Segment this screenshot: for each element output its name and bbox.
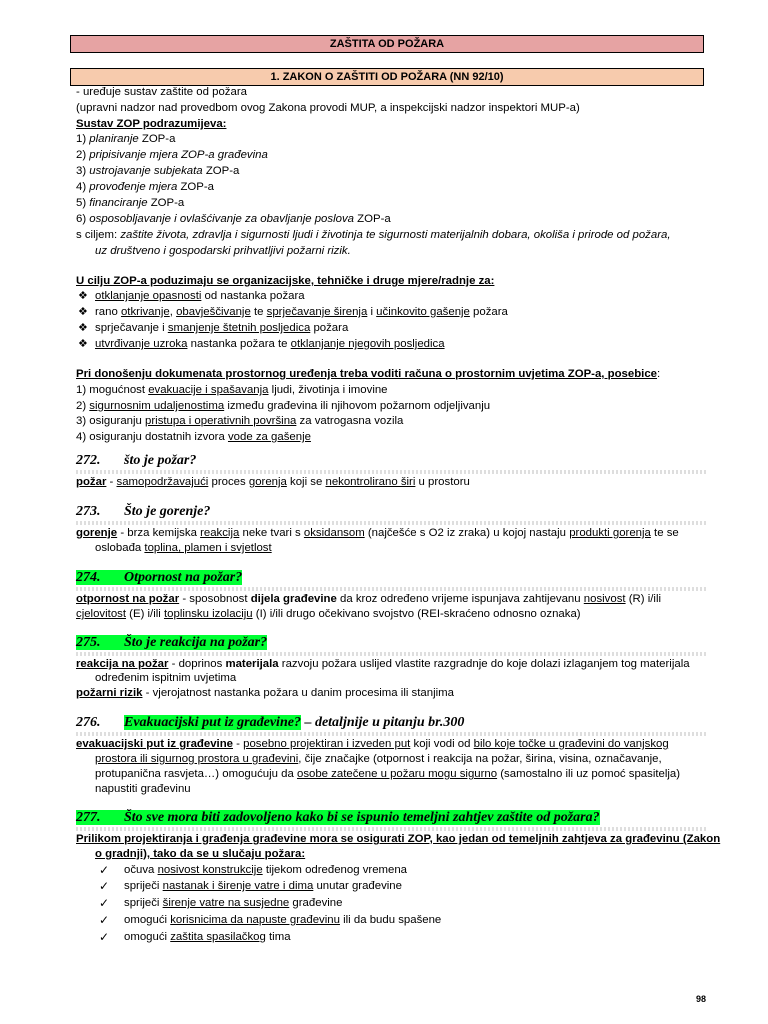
- mjere-item: sprječavanje i smanjenje štetnih posljedica požara: [95, 322, 349, 334]
- answer-274-line-1: otpornost na požar - sposobnost dijela građevine da kroz određeno vrijeme ispunjava zahtijevanu nosivost (R) i/ili: [76, 593, 662, 605]
- divider: [76, 587, 706, 591]
- sustav-heading: Sustav ZOP podrazumijeva:: [76, 118, 227, 130]
- mjere-heading: U cilju ZOP-a poduzimaju se organizacijske, tehničke i druge mjere/radnje za:: [76, 275, 495, 287]
- divider: [76, 827, 706, 831]
- sustav-item: 2) pripisivanje mjera ZOP-a građevina: [76, 149, 268, 161]
- mjere-item: rano otkrivanje, obavješčivanje te sprječavanje širenja i učinkovito gašenje požara: [95, 306, 508, 318]
- answer-276-line-1: evakuacijski put iz građevine - posebno projektiran i izveden put koji vodi od bilo koje točke u građevini do vanjskog: [76, 738, 669, 750]
- cilj-line-2: uz društveno i gospodarski prihvatljivi požarni rizik.: [95, 245, 351, 257]
- checkmark-icon: ✓: [99, 913, 110, 927]
- prostor-item: 4) osiguranju dostatnih izvora vode za gašenje: [76, 431, 311, 443]
- answer-275-line-2: određenim ispitnim uvjetima: [95, 672, 237, 684]
- answer-274-line-2: cjelovitost (E) i/ili toplinsku izolaciju (I) i/ili drugo očekivano svojstvo (REI-skraćeno odnosno oznaka): [76, 608, 581, 620]
- answer-276-line-3: protupanična rasvjeta…) omogućuju da osobe zatečene u požaru mogu sigurno (samostalno ili uz pomoć spasitelja): [95, 768, 681, 780]
- diamond-bullet-icon: ❖: [78, 306, 88, 318]
- question-273-heading: 273. Što je gorenje?: [76, 504, 211, 519]
- answer-275-line-3: požarni rizik - vjerojatnost nastanka požara u danim procesima ili stanjima: [76, 687, 454, 699]
- sustav-item: 5) financiranje ZOP-a: [76, 197, 185, 209]
- prostor-item: 1) mogućnost evakuacije i spašavanja ljudi, životinja i imovine: [76, 384, 388, 396]
- intro-line-2: (upravni nadzor nad provedbom ovog Zakona provodi MUP, a inspekcijski nadzor inspektori MUP-a): [76, 102, 580, 114]
- question-274-heading: 274. Otpornost na požar?: [76, 570, 243, 585]
- cilj-line-1: s ciljem: zaštite života, zdravlja i sigurnosti ljudi i životinja te sigurnosti materijalnih dobara, okoliša i prirode od požara,: [76, 229, 671, 241]
- prostor-heading: Pri donošenju dokumenata prostornog uređenja treba voditi računa o prostornim uvjetima ZOP-a, posebice:: [76, 368, 661, 380]
- answer-273-line-1: gorenje - brza kemijska reakcija neke tvari s oksidansom (najčešće s O2 iz zraka) u kojoj nastaju produkti gorenja te se: [76, 527, 679, 539]
- diamond-bullet-icon: ❖: [78, 322, 88, 334]
- intro-line-1: - uređuje sustav zaštite od požara: [76, 86, 247, 98]
- page-title: ZAŠTITA OD POŽARA: [70, 35, 704, 53]
- mjere-item: otklanjanje opasnosti od nastanka požara: [95, 290, 305, 302]
- answer-277-line-1: Prilikom projektiranja i građenja građevine mora se osigurati ZOP, kao jedan od temeljnih zahtjeva za građevinu (Zakon: [76, 833, 721, 845]
- divider: [76, 652, 706, 656]
- page-number: 98: [695, 994, 706, 1004]
- question-272-heading: 272. što je požar?: [76, 453, 197, 468]
- check-item: spriječi širenje vatre na susjedne građevine: [124, 897, 343, 909]
- checkmark-icon: ✓: [99, 879, 110, 893]
- check-item: omogući zaštita spasilačkog tima: [124, 931, 291, 943]
- mjere-item: utvrđivanje uzroka nastanka požara te otklanjanje njegovih posljedica: [95, 338, 445, 350]
- check-item: očuva nosivost konstrukcije tijekom određenog vremena: [124, 864, 408, 876]
- sustav-item: 3) ustrojavanje subjekata ZOP-a: [76, 165, 240, 177]
- prostor-item: 2) sigurnosnim udaljenostima između građevina ili njihovom požarnom odjeljivanju: [76, 400, 491, 412]
- answer-276-line-2: prostora ili sigurnog prostora u građevini, čije značajke (otpornost i reakcija na požar, širina, visina, označavanje,: [95, 753, 662, 765]
- sustav-item: 1) planiranje ZOP-a: [76, 133, 176, 145]
- divider: [76, 470, 706, 474]
- prostor-item: 3) osiguranju pristupa i operativnih površina za vatrogasna vozila: [76, 415, 404, 427]
- answer-272: požar - samopodržavajući proces gorenja koji se nekontrolirano širi u prostoru: [76, 476, 470, 488]
- answer-277-line-2: o gradnji), tako da se u slučaju požara:: [95, 848, 306, 860]
- checkmark-icon: ✓: [99, 930, 110, 944]
- diamond-bullet-icon: ❖: [78, 338, 88, 350]
- question-277-heading: 277. Što sve mora biti zadovoljeno kako bi se ispunio temeljni zahtjev zaštite od požara?: [76, 810, 600, 825]
- divider: [76, 732, 706, 736]
- law-heading: 1. ZAKON O ZAŠTITI OD POŽARA (NN 92/10): [70, 68, 704, 86]
- answer-273-line-2: oslobađa toplina, plamen i svjetlost: [95, 542, 272, 554]
- diamond-bullet-icon: ❖: [78, 290, 88, 302]
- question-275-heading: 275. Što je reakcija na požar?: [76, 635, 268, 650]
- check-item: spriječi nastanak i širenje vatre i dima unutar građevine: [124, 880, 402, 892]
- divider: [76, 521, 706, 525]
- question-276-heading: 276. Evakuacijski put iz građevine? – detaljnije u pitanju br.300: [76, 715, 465, 730]
- answer-275-line-1: reakcija na požar - doprinos materijala razvoju požara uslijed vlastite razgradnje do koje dolazi izlaganjem tog materijala: [76, 658, 690, 670]
- checkmark-icon: ✓: [99, 863, 110, 877]
- checkmark-icon: ✓: [99, 896, 110, 910]
- answer-276-line-4: napustiti građevinu: [95, 783, 191, 795]
- sustav-item: 6) osposobljavanje i ovlašćivanje za obavljanje poslova ZOP-a: [76, 213, 391, 225]
- check-item: omogući korisnicima da napuste građevinu ili da budu spašene: [124, 914, 442, 926]
- sustav-item: 4) provođenje mjera ZOP-a: [76, 181, 215, 193]
